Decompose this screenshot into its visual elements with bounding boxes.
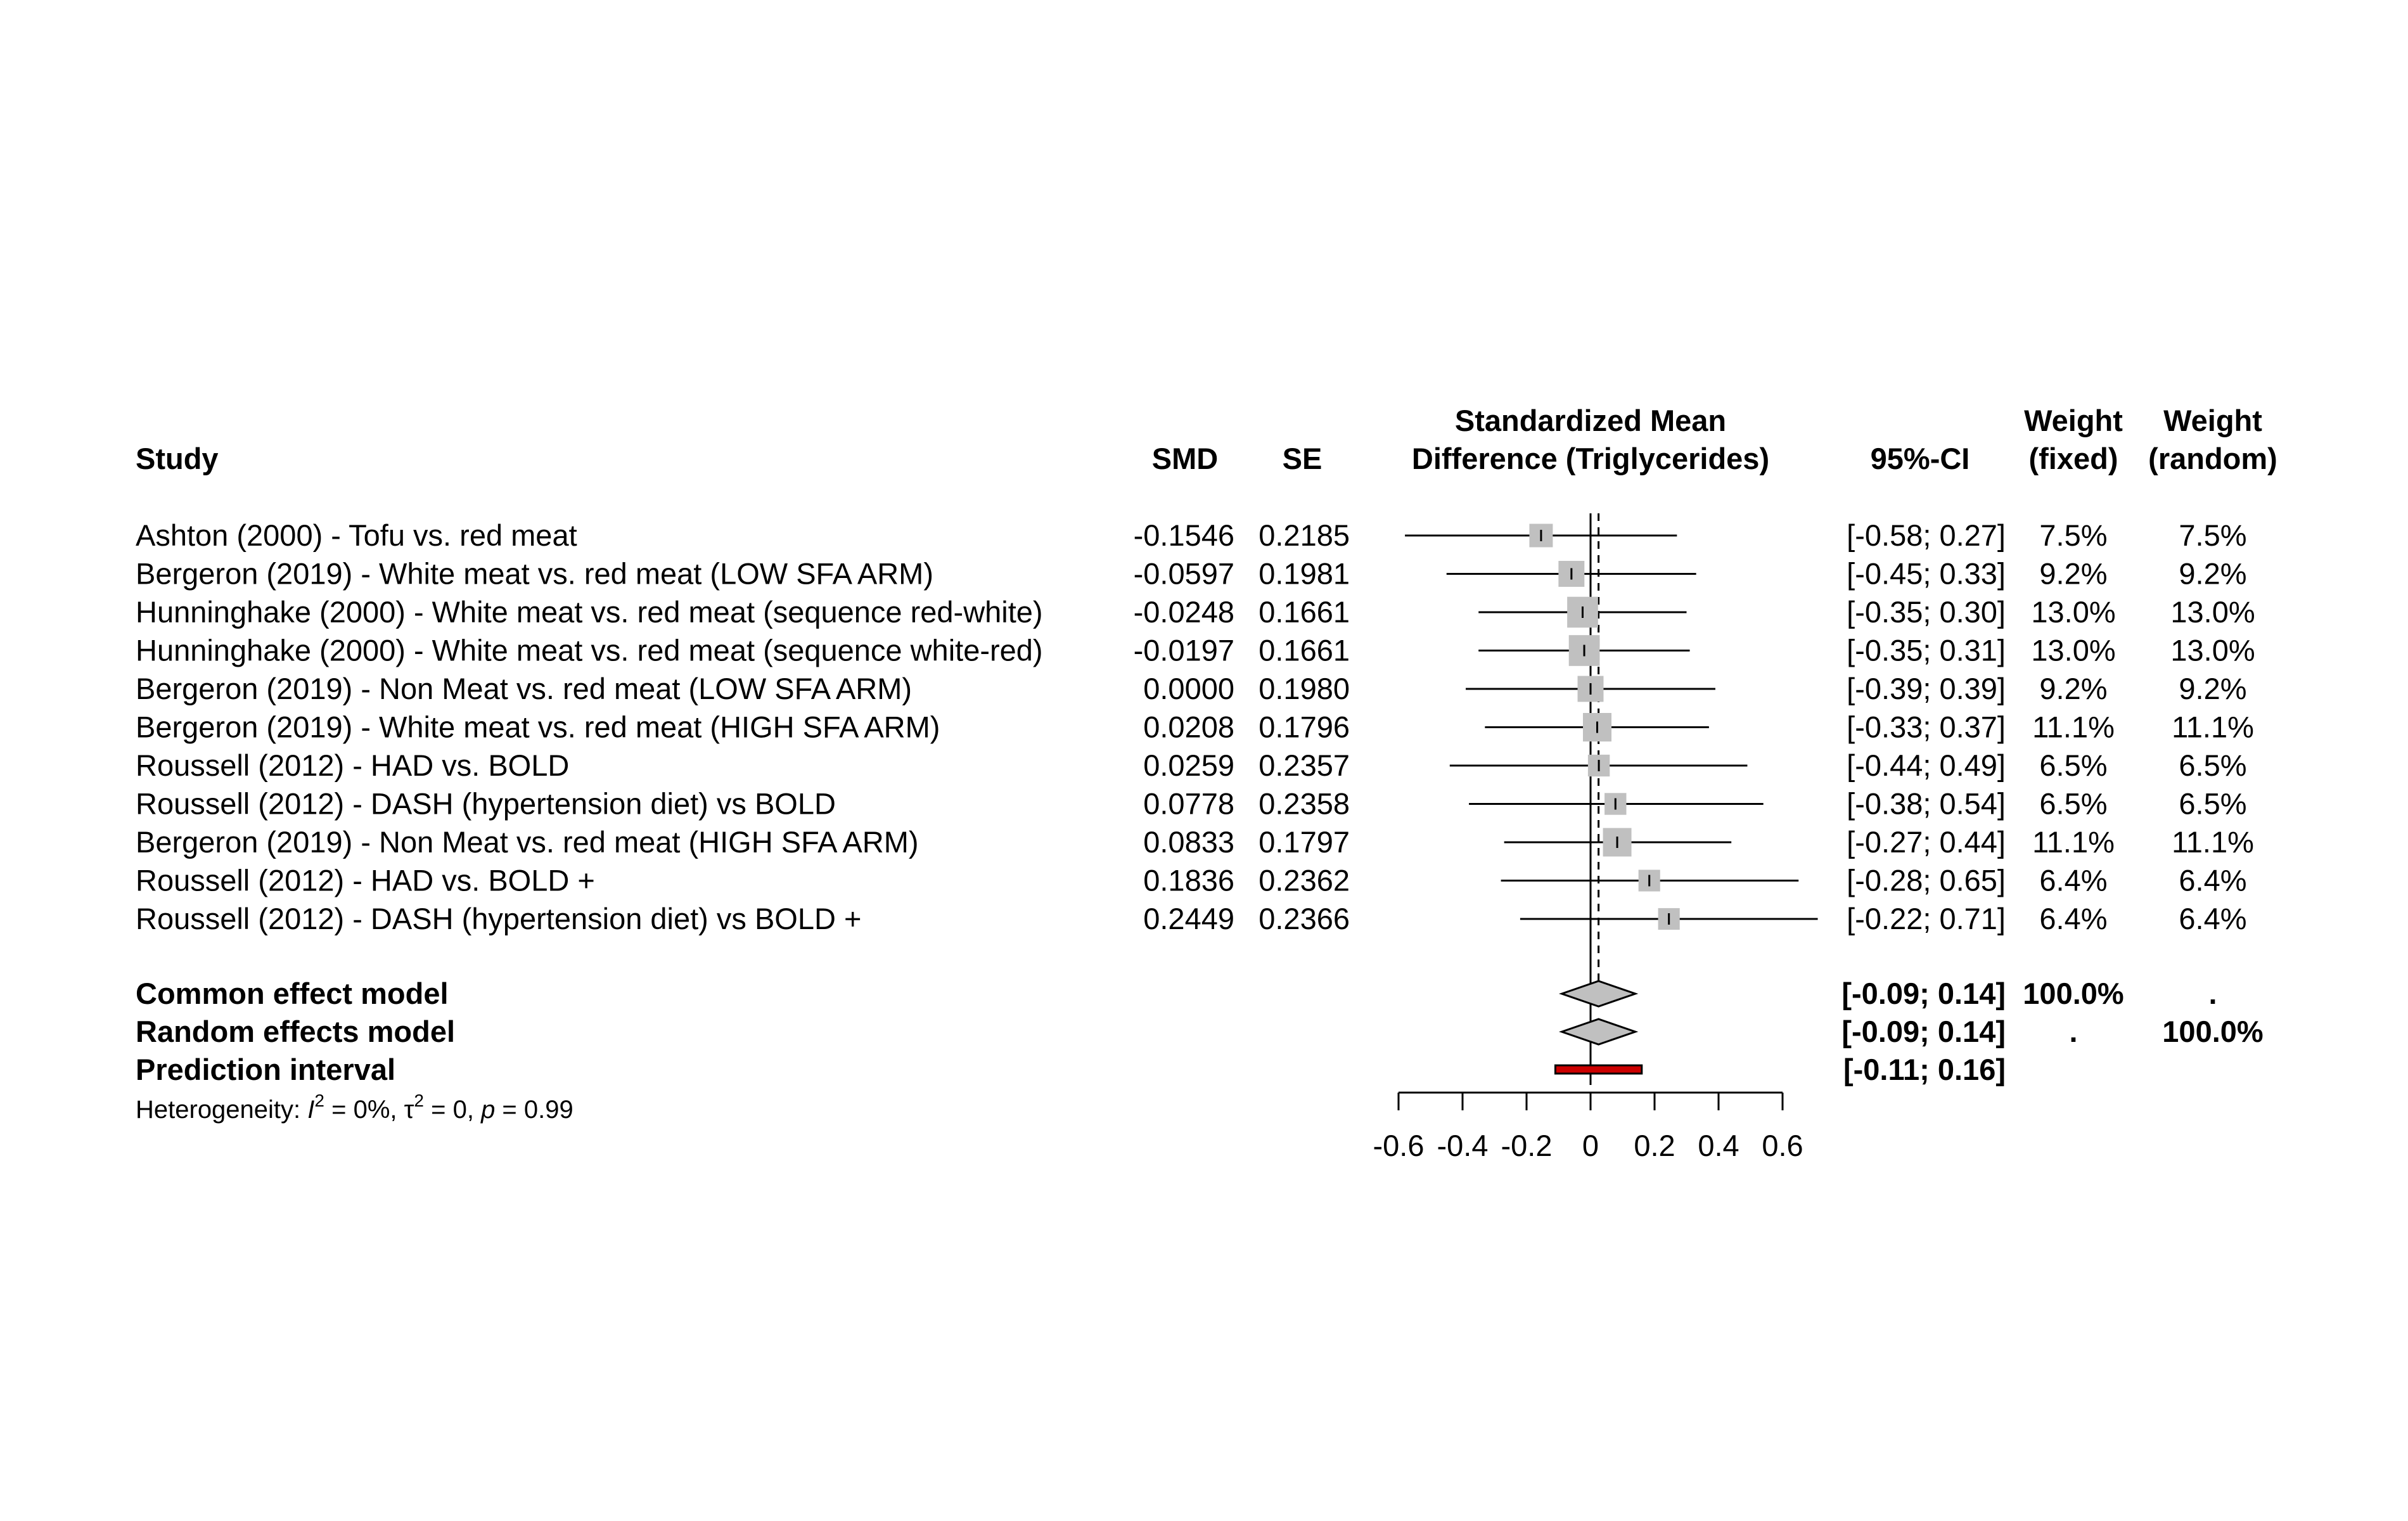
x-tick-label: 0.6: [1762, 1129, 1803, 1162]
study-ci: [-0.38; 0.54]: [1847, 786, 2006, 821]
study-name: Bergeron (2019) - Non Meat vs. red meat (HIGH SFA ARM): [136, 825, 919, 859]
study-weight-random: 6.5%: [2179, 748, 2247, 782]
study-weight-fixed: 6.5%: [2039, 786, 2108, 821]
i2-superscript: 2: [314, 1091, 324, 1110]
study-ci: [-0.27; 0.44]: [1847, 825, 2006, 859]
p-value: = 0.99: [495, 1096, 573, 1124]
x-tick-label: -0.2: [1501, 1129, 1553, 1162]
heterogeneity-text: [136, 1091, 573, 1124]
study-name: Bergeron (2019) - White meat vs. red meat (HIGH SFA ARM): [136, 710, 940, 744]
study-smd: -0.0597: [1133, 556, 1234, 591]
study-ci: [-0.45; 0.33]: [1847, 556, 2006, 591]
study-weight-fixed: 6.4%: [2039, 863, 2108, 897]
study-weight-random: 6.4%: [2179, 902, 2247, 935]
study-ci: [-0.35; 0.31]: [1847, 633, 2006, 667]
study-ci: [-0.35; 0.30]: [1847, 595, 2006, 629]
common-effect-weight-fixed: 100.0%: [2023, 977, 2124, 1010]
study-name: Bergeron (2019) - Non Meat vs. red meat (LOW SFA ARM): [136, 672, 913, 705]
study-smd: 0.0208: [1143, 710, 1234, 744]
study-weight-fixed: 13.0%: [2031, 633, 2116, 667]
study-se: 0.1796: [1258, 710, 1350, 744]
header-weight-random-1: Weight: [2163, 404, 2262, 437]
study-se: 0.2362: [1258, 863, 1350, 897]
x-tick-label: 0.4: [1698, 1129, 1739, 1162]
study-smd: 0.1836: [1143, 863, 1234, 897]
x-tick-label: 0: [1582, 1129, 1599, 1162]
study-se: 0.1981: [1258, 556, 1350, 591]
study-name: Roussell (2012) - HAD vs. BOLD: [136, 748, 570, 782]
p-symbol: p: [481, 1096, 496, 1124]
study-smd: -0.1546: [1133, 518, 1234, 552]
study-name: Ashton (2000) - Tofu vs. red meat: [136, 518, 577, 552]
study-name: Hunninghake (2000) - White meat vs. red meat (sequence white-red): [136, 633, 1043, 667]
header-ci: 95%-CI: [1870, 442, 1970, 475]
header-study: Study: [136, 442, 219, 475]
study-se: 0.2358: [1258, 786, 1350, 821]
study-se: 0.1980: [1258, 672, 1350, 705]
study-se: 0.1661: [1258, 633, 1350, 667]
header-smd: SMD: [1151, 442, 1219, 475]
study-name: Roussell (2012) - DASH (hypertension diet) vs BOLD +: [136, 902, 862, 935]
common-effect-label: Common effect model: [136, 977, 449, 1010]
study-ci: [-0.22; 0.71]: [1847, 902, 2006, 935]
study-weight-fixed: 9.2%: [2039, 672, 2108, 705]
study-weight-fixed: 6.4%: [2039, 902, 2108, 935]
study-weight-fixed: 13.0%: [2031, 595, 2116, 629]
study-weight-random: 13.0%: [2170, 633, 2255, 667]
random-effects-weight-random: 100.0%: [2162, 1015, 2264, 1048]
study-smd: 0.0778: [1143, 786, 1234, 821]
study-name: Bergeron (2019) - White meat vs. red meat (LOW SFA ARM): [136, 556, 933, 591]
study-weight-random: 13.0%: [2170, 595, 2255, 629]
tau-symbol: τ: [404, 1096, 414, 1124]
prediction-interval-bar: [1555, 1065, 1641, 1074]
plot-area: [1405, 513, 1817, 1085]
heterogeneity-prefix: Heterogeneity:: [136, 1096, 308, 1124]
study-se: 0.2185: [1258, 518, 1350, 552]
i2-symbol: I: [307, 1096, 315, 1124]
study-rows: [136, 518, 2255, 935]
prediction-interval-label: Prediction interval: [136, 1053, 396, 1086]
i2-value: = 0%,: [324, 1096, 404, 1124]
study-smd: 0.0259: [1143, 748, 1234, 782]
header-weight-random-2: (random): [2148, 442, 2277, 475]
random-effects-label: Random effects model: [136, 1015, 456, 1048]
study-weight-random: 6.5%: [2179, 786, 2247, 821]
random-effects-weight-fixed: .: [2069, 1015, 2078, 1048]
study-smd: 0.0833: [1143, 825, 1234, 859]
study-name: Roussell (2012) - HAD vs. BOLD +: [136, 863, 595, 897]
study-ci: [-0.39; 0.39]: [1847, 672, 2006, 705]
study-ci: [-0.44; 0.49]: [1847, 748, 2006, 782]
study-se: 0.2357: [1258, 748, 1350, 782]
study-name: Roussell (2012) - DASH (hypertension diet) vs BOLD: [136, 786, 836, 821]
study-se: 0.1661: [1258, 595, 1350, 629]
tau-superscript: 2: [414, 1091, 424, 1110]
study-weight-random: 6.4%: [2179, 863, 2247, 897]
x-tick-label: -0.6: [1373, 1129, 1425, 1162]
common-effect-diamond: [1562, 981, 1636, 1006]
study-ci: [-0.33; 0.37]: [1847, 710, 2006, 744]
header-se: SE: [1282, 442, 1322, 475]
header-weight-fixed-2: (fixed): [2028, 442, 2118, 475]
x-axis: [1373, 1093, 1803, 1162]
study-weight-fixed: 11.1%: [2032, 825, 2115, 859]
header-plot-title-2: Difference (Triglycerides): [1411, 442, 1770, 475]
header-weight-fixed-1: Weight: [2024, 404, 2123, 437]
study-weight-fixed: 9.2%: [2039, 556, 2108, 591]
study-se: 0.2366: [1258, 902, 1350, 935]
study-smd: -0.0197: [1133, 633, 1234, 667]
common-effect-ci: [-0.09; 0.14]: [1841, 977, 2006, 1010]
study-smd: -0.0248: [1133, 595, 1234, 629]
random-effects-ci: [-0.09; 0.14]: [1841, 1015, 2006, 1048]
study-ci: [-0.58; 0.27]: [1847, 518, 2006, 552]
study-weight-random: 7.5%: [2179, 518, 2247, 552]
study-weight-random: 9.2%: [2179, 556, 2247, 591]
study-weight-fixed: 11.1%: [2032, 710, 2115, 744]
study-smd: 0.2449: [1143, 902, 1234, 935]
prediction-interval-ci: [-0.11; 0.16]: [1843, 1053, 2006, 1086]
study-weight-random: 11.1%: [2172, 710, 2254, 744]
header-plot-title-1: Standardized Mean: [1454, 404, 1727, 437]
study-smd: 0.0000: [1143, 672, 1234, 705]
tau-value: = 0,: [424, 1096, 482, 1124]
study-ci: [-0.28; 0.65]: [1847, 863, 2006, 897]
random-effects-diamond: [1562, 1019, 1636, 1044]
study-weight-random: 11.1%: [2172, 825, 2254, 859]
study-weight-fixed: 6.5%: [2039, 748, 2108, 782]
x-tick-label: 0.2: [1634, 1129, 1675, 1162]
common-effect-weight-random: .: [2208, 977, 2217, 1010]
study-weight-fixed: 7.5%: [2039, 518, 2108, 552]
x-tick-label: -0.4: [1437, 1129, 1489, 1162]
study-weight-random: 9.2%: [2179, 672, 2247, 705]
study-se: 0.1797: [1258, 825, 1350, 859]
study-name: Hunninghake (2000) - White meat vs. red meat (sequence red-white): [136, 595, 1043, 629]
